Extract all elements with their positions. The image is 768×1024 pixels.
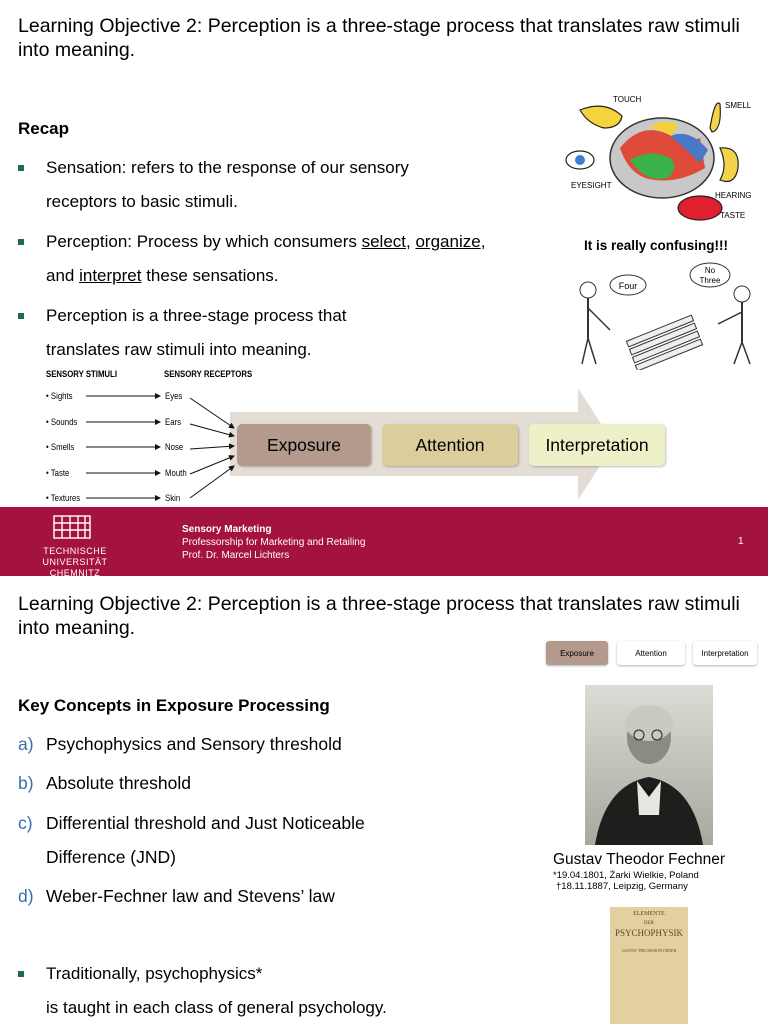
concept-a: a) Psychophysics and Sensory threshold	[18, 734, 342, 754]
taste-label: TASTE	[720, 211, 746, 220]
mini-stage-attention: Attention	[617, 641, 685, 665]
stimulus-smells: • Smells	[46, 442, 75, 453]
slide-title: Learning Objective 2: Perception is a three-stage process that translates raw stimuli into meaning.	[18, 15, 740, 61]
concept-d: d) Weber-Fechner law and Stevens’ law	[18, 886, 335, 906]
portrait-name: Gustav Theodor Fechner	[553, 851, 726, 868]
bullet-marker	[18, 165, 24, 171]
receptor-nose: Nose	[165, 442, 184, 453]
stimulus-taste: • Taste	[46, 468, 70, 479]
stage-exposure: Exposure	[237, 424, 371, 466]
receptor-skin: Skin	[165, 493, 181, 504]
bullet-psychophysics: Traditionally, psychophysics* is taught in each class of general psychology.	[18, 957, 518, 1024]
professorship: Professorship for Marketing and Retailing	[182, 537, 366, 548]
receptor-ears: Ears	[165, 417, 182, 428]
slide-title: Learning Objective 2: Perception is a three-stage process that translates raw stimuli into meaning.	[18, 593, 740, 639]
bullet-sensation: Sensation: refers to the response of our sensory receptors to basic stimuli.	[18, 151, 558, 219]
stimulus-textures: • Textures	[46, 493, 81, 504]
no-bubble: No	[704, 266, 716, 275]
page-number: 1	[738, 536, 744, 547]
cartoon-caption: It is really confusing!!!	[584, 238, 729, 253]
stimulus-sights: • Sights	[46, 391, 73, 402]
mini-stage-interpretation: Interpretation	[693, 641, 757, 665]
senses-brain-image	[560, 88, 760, 228]
recap-heading: Recap	[18, 119, 70, 138]
stimulus-sounds: • Sounds	[46, 417, 78, 428]
concept-c: c) Differential threshold and Just Noticeable Difference (JND)	[18, 813, 365, 867]
receptor-mouth: Mouth	[165, 468, 187, 479]
university-name: TECHNISCHE UNIVERSITÄT CHEMNITZ	[42, 546, 108, 576]
professor-name: Prof. Dr. Marcel Lichters	[182, 550, 290, 561]
bullet-perception: Perception: Process by which consumers select, organize, and interpret these sensations.	[18, 225, 558, 293]
bullet-marker	[18, 313, 24, 319]
sensory-stimuli-header: SENSORY STIMULI	[46, 369, 117, 380]
birth-info: *19.04.1801, Żarki Wielkie, Poland	[553, 870, 699, 881]
slide-2	[0, 576, 768, 1024]
tu-chemnitz-logo	[52, 512, 92, 542]
mini-stage-exposure: Exposure	[546, 641, 608, 665]
concept-b: b) Absolute threshold	[18, 773, 191, 793]
death-info: †18.11.1887, Leipzig, Germany	[556, 881, 688, 892]
four-bubble: Four	[618, 281, 638, 291]
bullet-marker	[18, 239, 24, 245]
hearing-label: HEARING	[715, 191, 752, 200]
psychophysik-book-cover: ELEMENTE DER PSYCHOPHYSIK GUSTAV THEODOR FECHNER	[610, 907, 688, 1024]
eyesight-label: EYESIGHT	[571, 181, 612, 190]
stage-interpretation: Interpretation	[529, 424, 665, 466]
smell-label: SMELL	[725, 101, 752, 110]
sensory-receptors-header: SENSORY RECEPTORS	[164, 369, 253, 380]
course-name: Sensory Marketing	[182, 524, 272, 535]
stage-attention: Attention	[382, 424, 518, 466]
fechner-portrait	[585, 685, 713, 845]
bullet-three-stage: Perception is a three-stage process that translates raw stimuli into meaning.	[18, 299, 558, 367]
touch-label: TOUCH	[613, 95, 642, 104]
footer-text	[182, 523, 365, 562]
slide-footer	[0, 507, 768, 576]
receptor-eyes: Eyes	[165, 391, 183, 402]
three-bubble: Three	[699, 276, 721, 285]
cartoon-image	[570, 258, 760, 370]
key-concepts-heading: Key Concepts in Exposure Processing	[18, 696, 330, 715]
bullet-marker	[18, 971, 24, 977]
